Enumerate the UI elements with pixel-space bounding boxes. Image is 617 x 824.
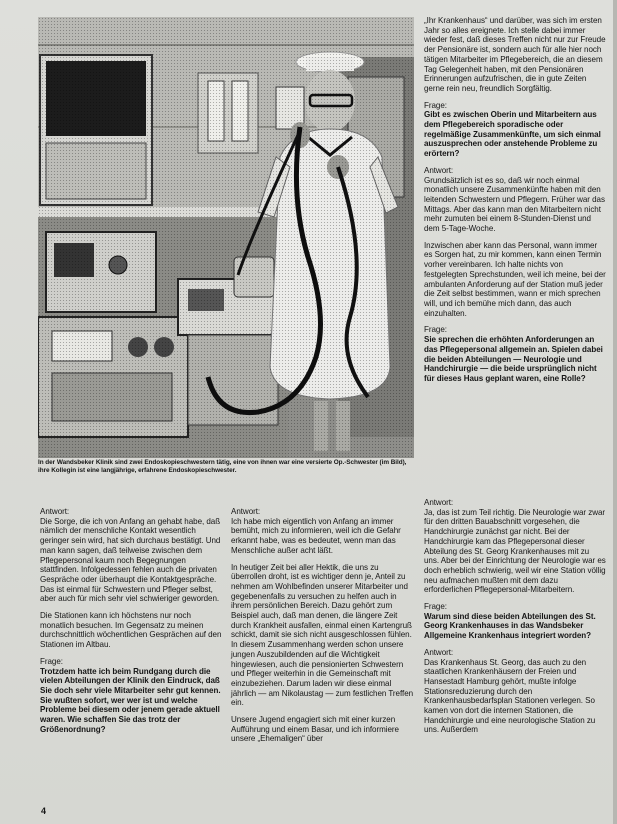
- interview-label: Frage:: [424, 325, 447, 335]
- interview-label: Antwort:: [40, 507, 70, 516]
- body-paragraph: Inzwischen aber kann das Personal, wann immer es Sorgen hat, zu mir kommen, kann einen Termin vorher vereinbaren. Ich halte nichts von festgelegten Sprechstunden, weil ich meine, bei der ambulanten Anforderung auf der Station muß jeder die Zeit selbst bestimmen, wann er mich sprechen will, und ich bemühe mich dann, das auch einzuhalten.: [424, 240, 606, 318]
- body-paragraph: Ich habe mich eigentlich von Anfang an immer bemüht, mich zu informieren, weil ich die Gefahr erkannt habe, was es bedeutet, wenn man das Menschliche außer acht läßt.: [231, 516, 401, 555]
- interview-question: Warum sind diese beiden Abteilungen des St. Georg Krankenhauses in das Wandsbeker Allgemeine Krankenhaus integriert worden?: [424, 611, 596, 641]
- body-paragraph: „Ihr Krankenhaus“ und darüber, was sich im ersten Jahr so alles ereignete. Ich stelle dabei immer wieder fest, daß dieses Treffen nicht nur zur Freude der Pensionäre ist, sondern auch für alle hier noch tätigen Mitarbeiter im Pflegebereich, die an diesem Tag Gelegenheit haben, mit den Pensionären Erinnerungen aufzufrischen, die in gute Zeiten gerne rein neu, freundlich Sorgfältig.: [424, 16, 606, 93]
- body-paragraph: Unsere Jugend engagiert sich mit einer kurzen Aufführung und einem Basar, und ich informiere unsere „Ehemaligen“ über: [231, 715, 399, 744]
- interview-label: Frage:: [424, 602, 447, 612]
- interview-label: Antwort:: [231, 507, 261, 516]
- interview-question: Gibt es zwischen Oberin und Mitarbeitern aus dem Pflegebereich sporadische oder regelmäßige Zusammenkünfte, um sich einmal auszusprechen oder anstehende Probleme zu erörtern?: [424, 110, 601, 159]
- body-paragraph: Das Krankenhaus St. Georg, das auch zu den staatlichen Krankenhäusern der Freien und Hansestadt Hamburg gehört, mußte infolge Stationsreduzierung durch den Krankenhausbedarfsplan Stationen verlegen. So kamen von dort die internen Stationen, die Handchirurgie und eine neurologische Station zu uns. Außerdem: [424, 657, 596, 735]
- body-paragraph: Die Sorge, die ich von Anfang an gehabt habe, daß nämlich der menschliche Kontakt wesentlich geringer sein wird, hat sich durchaus bestätigt. Und man kann sagen, daß teilweise zwischen dem Pflegepersonal kaum noch Begegnungen stattfinden. Infolgedessen fehlen auch die privaten Gespräche oder überhaupt die Kontaktgespräche. Das ist einmal für Schwestern und Pfleger selbst, aber auch für mich sehr viel schwieriger geworden.: [40, 516, 221, 604]
- body-paragraph: Grundsätzlich ist es so, daß wir noch einmal monatlich unsere Zusammenkünfte haben mit den leitenden Schwestern und Pflegern. Früher war das Mittags. Aber das kann man den Mitarbeitern nicht mehr zumuten bei einem 8-Stunden-Dienst und dem 5-Tage-Woche.: [424, 175, 605, 234]
- column-middle: [231, 505, 415, 751]
- interview-question: Sie sprechen die erhöhten Anforderungen an das Pflegepersonal allgemein an. Spielen dabei die beiden Abteilungen — Neurologie und Handchirurgie — die beide ursprünglich nicht für dieses Haus geplant waren, eine Rolle?: [424, 335, 603, 383]
- body-paragraph: Die Stationen kann ich höchstens nur noch monatlich besuchen. Im Gegensatz zu meinen durchschnittlich wöchentlichen Gesprächen auf den Stationen im Altbau.: [40, 611, 222, 650]
- interview-question: Trotzdem hatte ich beim Rundgang durch die vielen Abteilungen der Klinik den Eindruck, daß Sie doch sehr viele Mitarbeiter sehr gut kennen. Sie wußten sofort, wer wer ist und welche Probleme bei diesem oder jenem gerade aktuell waren. Wie schaffen Sie das trotz der Größenordnung?: [40, 666, 221, 734]
- endoscopy-nurse-photo: [38, 17, 414, 458]
- interview-label: Antwort:: [424, 647, 454, 657]
- column-right-bottom: [424, 496, 606, 742]
- body-paragraph: Ja, das ist zum Teil richtig. Die Neurologie war zwar für den dritten Bauabschnitt vorgesehen, die Handchirurgie zunächst gar nicht. Bei der Handchirurgie kam das Pflegepersonal dieser Abteilung des St. Georg Krankenhauses mit zu uns. Aber bei der Einrichtung der Neurologie war es doch erheblich schwierig, weil wir eine Station völlig neu aufmachen mußten mit dem dazu erforderlichen Pflegepersonal-Mitarbeitern.: [424, 507, 606, 595]
- interview-label: Frage:: [40, 656, 63, 666]
- photo-caption: In der Wandsbeker Klinik sind zwei Endoskopieschwestern tätig, eine von ihnen war eine versierte Op.-Schwester (im Bild), ihre Kollegin ist eine langjährige, erfahrene Endoskopieschwester.: [38, 459, 407, 475]
- page-edge: [613, 0, 617, 824]
- interview-label: Antwort:: [424, 165, 454, 175]
- column-right-top: [424, 16, 606, 391]
- page-number: 4: [41, 806, 47, 816]
- interview-label: Frage:: [424, 100, 447, 110]
- body-paragraph: In heutiger Zeit bei aller Hektik, die uns zu überrollen droht, ist es wichtiger denn je, Anteil zu nehmen am Wohlbefinden unserer Mitarbeiter und gegebenenfalls zu versuchen zu helfen auch in ihrem persönlichen Bereich. Dazu gehört zum Beispiel auch, daß man denen, die längere Zeit durch Krankheit ausfallen, einmal einen Kartengruß schickt, damit sie sich nicht ausgeschlossen fühlen. In diesem Zusammenhang werden schon unsere jungen Auszubildenden auf die Wichtigkeit hingewiesen, auch die pensionierten Schwestern und Pfleger weiterhin in die Gemeinschaft mit einzubeziehen. Darum laden wir diese einmal jährlich — am Nikolaustag — zum festlichen Treffen ein.: [231, 562, 414, 708]
- column-left: [40, 505, 224, 741]
- interview-label: Antwort:: [424, 498, 454, 507]
